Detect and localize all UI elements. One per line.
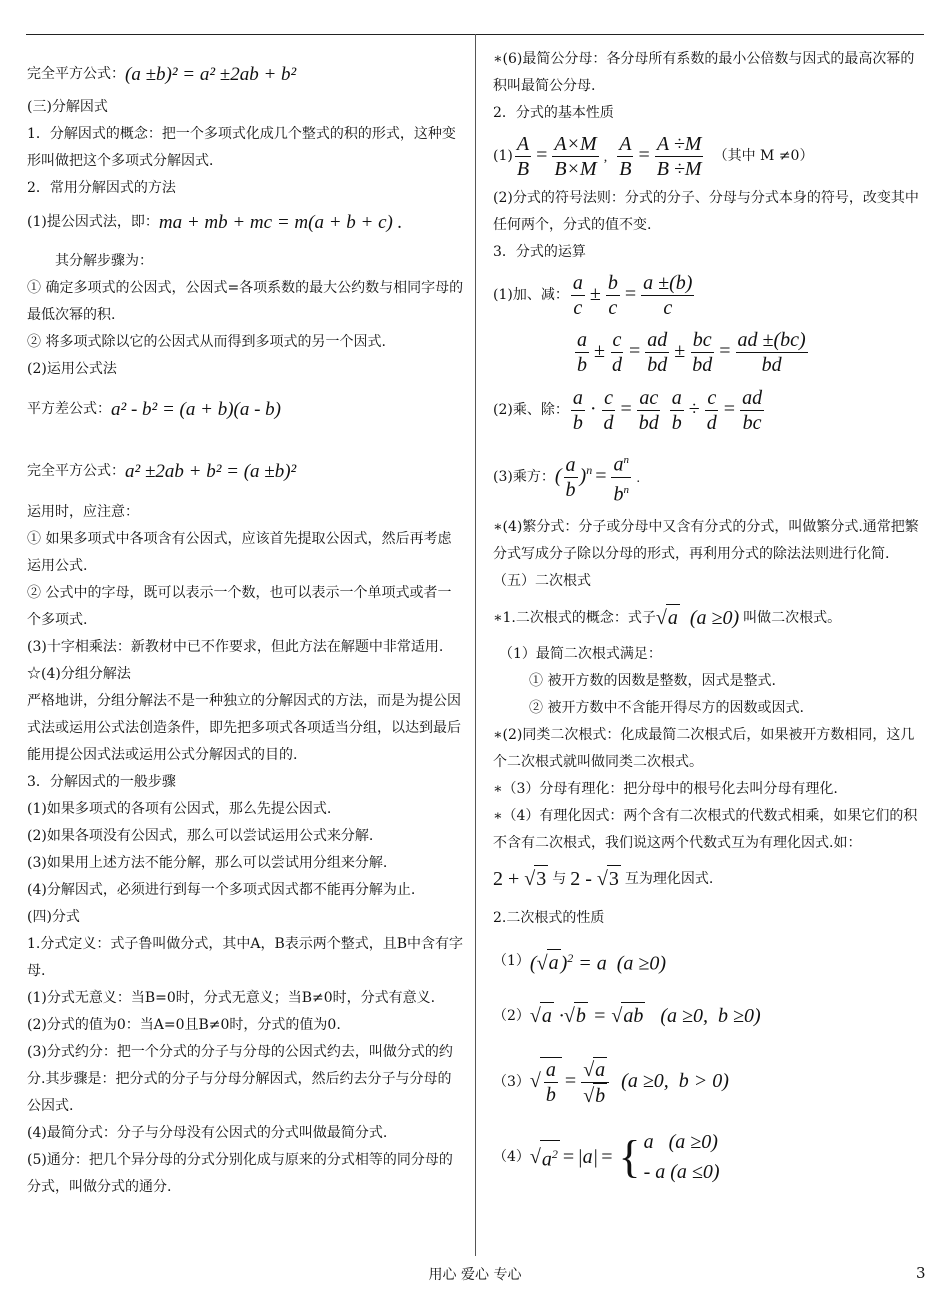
paragraph: ② 将多项式除以它的公因式从而得到多项式的另一个因式. xyxy=(27,334,386,350)
add-subtract-line-2 xyxy=(493,324,925,380)
formula: a² ±2ab + b² = (a ±b)² xyxy=(125,460,297,482)
paragraph: (2)分式的符号法则：分式的分子、分母与分式本身的符号，改变其中任何两个，分式的值不变. xyxy=(493,190,919,233)
property-4 xyxy=(493,1122,925,1192)
paragraph: ② 公式中的字母，既可以表示一个数，也可以表示一个单项式或者一个多项式. xyxy=(27,585,452,628)
formula: a² - b² = (a + b)(a - b) xyxy=(111,398,281,420)
fraction-property-line xyxy=(493,127,925,185)
paragraph: ∗(2)同类二次根式：化成最简二次根式后，如果被开方数相同，这几个二次根式就叫做同类二次根式。 xyxy=(493,727,915,770)
paragraph: ② 被开方数中不含能开得尽方的因数或因式. xyxy=(529,700,804,716)
label: (2)乘、除： xyxy=(493,401,569,418)
paragraph: (2)分式的值为0：当A=0且B≠0时，分式的值为0. xyxy=(27,1017,341,1033)
formula: ( $\frac{a}{b}$ )$^n$ = $\frac{a^n}{b^n}$ . xyxy=(555,448,640,506)
formula: 2 + √3 xyxy=(493,865,548,893)
add-subtract-line xyxy=(493,266,925,324)
paragraph: (2)如果各项没有公因式，那么可以尝试运用公式来分解. xyxy=(27,828,374,844)
paragraph: (3)如果用上述方法不能分解，那么可以尝试用分组来分解. xyxy=(27,855,388,871)
paragraph: 严格地讲，分组分解法不是一种独立的分解因式的方法，而是为提公因式法或运用公式法创造条件，即先把多项式各项适当分组，以达到最后能用提公因式法或运用公式分解因式的目的. xyxy=(27,693,461,763)
footer-motto: 用心 爱心 专心 xyxy=(428,1267,522,1283)
formula: $\frac{a}{c}$ ± $\frac{b}{c}$ = $\frac{a \pm(b)}{c}$ xyxy=(572,271,693,319)
left-column xyxy=(27,44,465,1201)
formula: √a (a ≥0) xyxy=(656,604,739,632)
paragraph: 2．分式的基本性质 xyxy=(493,105,614,121)
formula: √ $a^2$ = |a| = { a (a ≥0) - a (a ≤0) xyxy=(529,1131,720,1183)
label: 完全平方公式： xyxy=(27,462,125,479)
label: (1) xyxy=(493,147,513,164)
label: (3)乘方： xyxy=(493,468,555,485)
label: （1） xyxy=(493,952,530,969)
paragraph: 1.分式定义：式子鲁叫做分式，其中A，B表示两个整式，且B中含有字母. xyxy=(27,936,464,979)
paragraph: ① 确定多项式的公因式，公因式=各项系数的最大公约数与相同字母的最低次幂的积. xyxy=(27,280,464,323)
label: (1)加、减： xyxy=(493,286,569,303)
paragraph: 其分解步骤为： xyxy=(55,253,153,269)
paragraph: (1)分式无意义：当B=0时，分式无意义；当B≠0时，分式有意义. xyxy=(27,990,436,1006)
text: ∗1.二次根式的概念：式子 xyxy=(493,609,656,626)
label: （2） xyxy=(493,1007,530,1024)
paragraph: 3．分解因式的一般步骤 xyxy=(27,774,176,790)
power-line xyxy=(493,440,925,514)
page-number: 3 xyxy=(916,1264,926,1282)
label: (1)提公因式法，即： xyxy=(27,213,159,230)
paragraph: ∗(6)最简公分母：各分母所有系数的最小公倍数与因式的最高次幂的积叫最简公分母. xyxy=(493,51,915,94)
paragraph: ∗（4）有理化因式：两个含有二次根式的代数式相乘，如果它们的积不含有二次根式，我们说这两个代数式互为有理化因式.如： xyxy=(493,808,918,851)
paragraph: (4)分解因式，必须进行到每一个多项式因式都不能再分解为止. xyxy=(27,882,416,898)
paragraph: （1）最简二次根式满足： xyxy=(499,646,662,662)
formula: √a ·√b = √ab (a ≥0, b ≥0) xyxy=(530,1002,761,1030)
perfect-square-formula-line xyxy=(27,54,465,94)
formula: $\frac{A}{B}$ = $\frac{A\times M}{B\times M}$ , $\frac{A}{B}$ = $\frac{A \div M}{B \div M}$ xyxy=(516,132,702,180)
text: 与 xyxy=(552,870,567,887)
paragraph: (4)最简分式：分子与分母没有公因式的分式叫做最简分式. xyxy=(27,1125,388,1141)
label: （4） xyxy=(493,1148,530,1165)
paragraph: ∗(4)繁分式：分子或分母中又含有分式的分式，叫做繁分式.通常把繁分式写成分子除以分母的形式，再利用分式的除法法则进行化简. xyxy=(493,519,919,562)
paragraph: (5)通分：把几个异分母的分式分别化成与原来的分式相等的同分母的分式，叫做分式的通分. xyxy=(27,1152,453,1195)
paragraph: 2．常用分解因式的方法 xyxy=(27,180,176,196)
paragraph: ① 被开方数的因数是整数，因式是整式. xyxy=(529,673,776,689)
perfect-square-line-2 xyxy=(27,443,465,499)
difference-of-squares-line xyxy=(27,383,465,435)
text: 互为理化因式. xyxy=(624,870,714,887)
label: 平方差公式： xyxy=(27,400,111,417)
column-divider xyxy=(475,34,476,1256)
paragraph: (3)分式约分：把一个分式的分子与分母的公因式约去，叫做分式的约分.其步骤是：把分式的分子与分母分解因式，然后约去分子与分母的公因式. xyxy=(27,1044,453,1114)
rationalizing-example-line xyxy=(493,857,925,901)
formula: $\frac{a}{b}$ ± $\frac{c}{d}$ = $\frac{ad}{bd}$ ± $\frac{bc}{bd}$ = $\frac{ad \pm(bc)}{bd}$ xyxy=(577,328,806,376)
note: （其中 M ≠0） xyxy=(713,147,814,164)
formula: (a ±b)² = a² ±2ab + b² xyxy=(125,63,297,85)
property-1 xyxy=(493,932,925,990)
paragraph: (2)运用公式法 xyxy=(27,361,117,377)
formula: (√a )$^2$ = a (a ≥0) xyxy=(530,945,666,978)
paragraph: ∗（3）分母有理化：把分母中的根号化去叫分母有理化. xyxy=(493,781,838,797)
section-heading: (三)分解因式 xyxy=(27,99,108,115)
formula: √ $\frac{a}{b}$ = $\frac{√a}{√b}$ (a ≥0, b > 0) xyxy=(529,1058,729,1107)
formula: ma + mb + mc = m(a + b + c) . xyxy=(158,211,403,233)
paragraph: 1．分解因式的概念：把一个多项式化成几个整式的积的形式，这种变形叫做把这个多项式分解因式． xyxy=(27,126,456,169)
common-factor-line xyxy=(27,202,465,242)
paragraph: 3．分式的运算 xyxy=(493,244,586,260)
paragraph: 2.二次根式的性质 xyxy=(493,910,605,926)
section-heading: (四)分式 xyxy=(27,909,80,925)
paragraph: 运用时，应注意： xyxy=(27,504,139,520)
right-column xyxy=(493,46,925,1192)
property-2 xyxy=(493,990,925,1042)
text: 叫做二次根式。 xyxy=(743,609,842,626)
multiply-divide-line xyxy=(493,380,925,440)
paragraph: (3)十字相乘法：新教材中已不作要求，但此方法在解题中非常适用. xyxy=(27,639,444,655)
section-heading: （五）二次根式 xyxy=(493,573,591,589)
label: （3） xyxy=(493,1073,530,1090)
paragraph: (1)如果多项式的各项有公因式，那么先提公因式. xyxy=(27,801,332,817)
label: 完全平方公式： xyxy=(27,65,125,82)
paragraph: ☆(4)分组分解法 xyxy=(27,666,131,682)
property-3 xyxy=(493,1042,925,1122)
formula: $\frac{a}{b}$ · $\frac{c}{d}$ = $\frac{ac}{bd}$ $\frac{a}{b}$ ÷ $\frac{c}{d}$ = $\frac{ad}{bc}$ xyxy=(572,386,763,434)
radical-definition-line xyxy=(493,595,925,641)
paragraph: ① 如果多项式中各项含有公因式，应该首先提取公因式，然后再考虑运用公式. xyxy=(27,531,452,574)
formula: 2 - √3 xyxy=(570,865,621,893)
